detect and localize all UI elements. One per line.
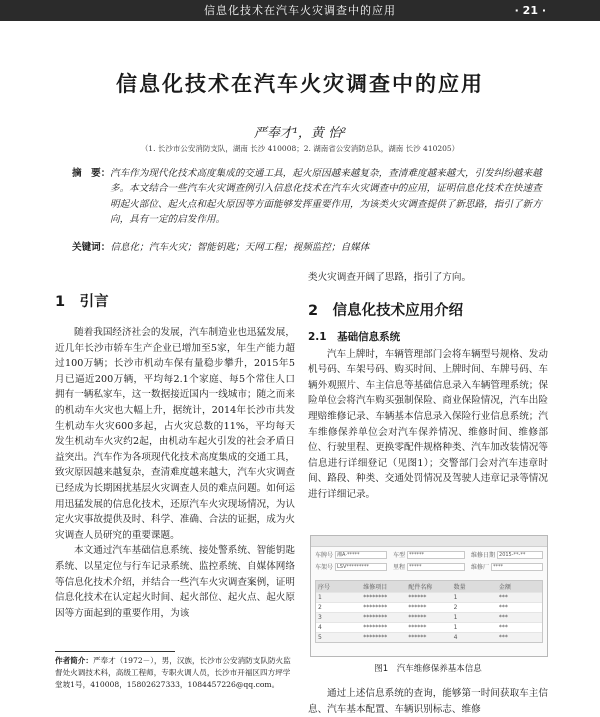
running-header <box>0 0 600 21</box>
table-row <box>316 602 542 612</box>
table-cell: ****** <box>408 624 427 631</box>
intro-paragraph-2: 本文通过汽车基础信息系统、接处警系统、智能钥匙系统、以星定位与行车记录系统、监控系统、自媒体网络等信息化技术介绍，并结合一些汽车火灾调查案例，证明信息化技术在认定起火时间、起火部位、起火点、起火原因等方面起到的重要作用，为该 <box>55 545 295 619</box>
table-cell: *** <box>498 634 508 641</box>
right-column <box>308 270 548 503</box>
intro-paragraph-1: 随着我国经济社会的发展，汽车制造业也迅猛发展，近几年长沙市轿车生产企业已增加至5家，年生产能力超过100万辆；长沙市机动车保有量稳步攀升，2015年5月已逼近200万辆，平均每2.1个家庭、每5个常住人口拥有一辆私家车，这一数据接近国内一线城市；随之而来的机动车火灾也大幅上升，据统计，2014年长沙市共发生机动车火灾600多起，占火灾总数的11%，平均每天发生机动车火灾约2起，由机动车起火引发的社会矛盾日益突出。汽车作为各项现代化技术高度集成的交通工具，致灾原因越来越复杂，查清难度越来越大，汽车火灾调查已经成为长期困扰基层火灾调查人员的难点问题。如何运用迅猛发展的信息化技术，还原汽车火灾现场情况，为认定火灾事故提供及时、科学、准确、合法的证据，成为火灾调查人员研究的重要课题。 <box>55 327 295 541</box>
table-cell: ****** <box>408 634 427 641</box>
table-cell: ****** <box>408 594 427 601</box>
table-cell: ******** <box>363 614 388 621</box>
figure-1-screenshot <box>310 535 548 657</box>
author-footnote <box>55 655 295 691</box>
table-row <box>316 612 542 622</box>
footnote-label: 作者简介： <box>55 656 93 665</box>
running-header-title: 信息化技术在汽车火灾调查中的应用 <box>204 4 396 17</box>
page-number: · 21 · <box>514 4 546 17</box>
table-cell: ****** <box>408 604 427 611</box>
left-column <box>55 270 295 621</box>
figure-column-header: 配件名称 <box>408 584 433 591</box>
table-cell: *** <box>498 604 508 611</box>
table-cell: *** <box>498 624 508 631</box>
figure-column-header: 金额 <box>498 584 511 591</box>
figure-field-value: ****** <box>407 551 465 559</box>
table-cell: *** <box>498 614 508 621</box>
section-2-1-paragraph: 汽车上牌时，车辆管理部门会将车辆型号规格、发动机号码、车架号码、购买时间、上牌时间、车牌号码、车辆外观照片、车主信息等基础信息录入车辆管理系统；保险单位会将汽车购买强制保险、商业保险情况，汽车出险理赔维修记录、车辆基本信息录入保险行业信息系统；汽车维修保养单位会对汽车保养情况、维修时间、维修部位、行驶里程、更换零配件规格种类、汽车加改装情况等信息进行详细登记（见图1）；交警部门会对汽车违章时间、路段、种类、交通处罚情况及驾驶人违章记录等情况进行详细记录。 <box>308 348 548 500</box>
figure-field-value: **** <box>491 563 543 571</box>
table-cell: ******** <box>363 624 388 631</box>
abstract-text: 汽车作为现代化技术高度集成的交通工具，起火原因越来越复杂，查清难度越来越大，引发纠纷越来越多。本文结合一些汽车火灾调查例引入信息化技术在汽车火灾调查中的应用，证明信息化技术在快速查明起火部位、起火点和起火原因等方面能够发挥重要作用，为该类火灾调查提供了新思路，指引了新方向，具有一定的启发作用。 <box>110 168 542 226</box>
figure-field-value: 2015-**-** <box>497 551 543 559</box>
table-cell: 4 <box>318 624 322 631</box>
figure-table <box>315 580 543 643</box>
article-authors: 严奉才¹，黄 怡² <box>253 126 347 141</box>
keywords-label: 关键词： <box>72 242 111 253</box>
table-cell: ******** <box>363 604 388 611</box>
figure-field-label: 里程 <box>393 564 406 571</box>
after-figure-paragraph: 通过上述信息系统的查询，能够第一时间获取车主信息、汽车基本配置、车辆识别标志、维修 <box>308 688 548 715</box>
table-cell: 1 <box>318 594 322 601</box>
table-row <box>316 622 542 632</box>
figure-1-caption: 图1 汽车维修保养基本信息 <box>374 664 482 674</box>
figure-column-header: 序号 <box>318 584 331 591</box>
author-affiliations: （1. 长沙市公安消防支队，湖南 长沙 410008；2. 湖南省公安消防总队，湖南 长沙 410205） <box>140 144 460 153</box>
table-cell: *** <box>498 594 508 601</box>
footnote-divider <box>55 651 175 652</box>
table-cell: ******** <box>363 594 388 601</box>
table-cell: 4 <box>453 634 458 641</box>
figure-table-header <box>316 581 542 592</box>
section-1-heading: 1 引言 <box>55 294 109 310</box>
table-cell: 1 <box>453 624 458 631</box>
figure-field-value: ***** <box>407 563 465 571</box>
figure-field-label: 车型 <box>393 552 406 559</box>
figure-column-header: 维修项目 <box>363 584 388 591</box>
footnote-text: 严奉才（1972－），男，汉族，长沙市公安消防支队防火监督处火调技术科，高级工程师，专职火调人员，长沙市开福区四方坪学堂坡1号，410008，15802627333，1084457226@qq.com。 <box>55 656 291 689</box>
table-cell: 1 <box>453 594 458 601</box>
figure-field-label: 车架号 <box>315 564 334 571</box>
figure-field-label: 维修厂 <box>471 564 490 571</box>
table-cell: 5 <box>318 634 322 641</box>
figure-field-label: 车牌号 <box>315 552 334 559</box>
table-row <box>316 592 542 602</box>
table-row <box>316 632 542 642</box>
keywords-block <box>72 240 542 255</box>
figure-form <box>311 547 547 577</box>
table-cell: ******** <box>363 634 388 641</box>
figure-field-value: 湘A·***** <box>335 551 387 559</box>
figure-column-header: 数量 <box>453 584 466 591</box>
table-cell: ****** <box>408 614 427 621</box>
figure-field-label: 维修日期 <box>471 552 496 559</box>
table-cell: 1 <box>453 614 458 621</box>
abstract-block <box>72 166 542 228</box>
figure-toolbar <box>311 536 547 547</box>
article-title: 信息化技术在汽车火灾调查中的应用 <box>116 72 484 96</box>
continuation-text: 类火灾调查开阔了思路，指引了方向。 <box>308 272 472 283</box>
keywords-text: 信息化；汽车火灾；智能钥匙；天网工程；视频监控；自媒体 <box>110 242 370 253</box>
table-cell: 3 <box>318 614 322 621</box>
abstract-label: 摘 要： <box>72 168 111 179</box>
table-cell: 2 <box>453 604 458 611</box>
table-cell: 2 <box>318 604 322 611</box>
right-column-after-figure <box>308 686 548 717</box>
section-2-heading: 2 信息化技术应用介绍 <box>308 302 464 319</box>
figure-field-value: LSV********* <box>335 563 387 571</box>
section-2-1-heading: 2.1 基础信息系统 <box>308 330 401 343</box>
